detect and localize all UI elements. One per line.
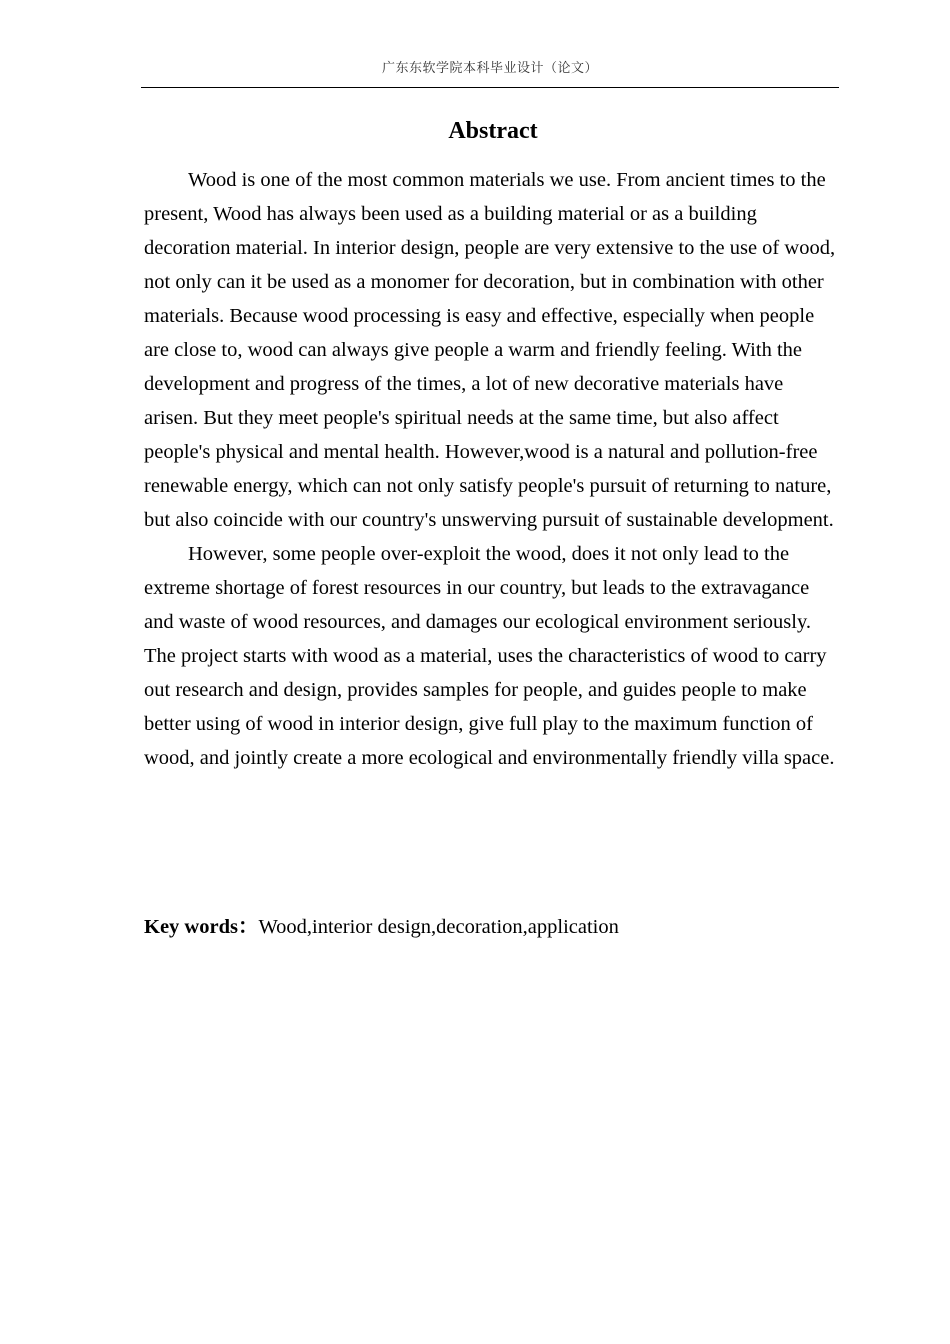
header-rule: [141, 87, 839, 88]
abstract-paragraph-2: However, some people over-exploit the wood, does it not only lead to the extreme shortage of forest resources in our country, but leads to the extravagance and waste of wood resources, and damages our ecological environment seriously. The project starts with wood as a material, uses the characteristics of wood to carry out research and design, provides samples for people, and guides people to make better using of wood in interior design, give full play to the maximum function of wood, and jointly create a more ecological and environmentally friendly villa space.: [144, 543, 835, 769]
keywords-line: [144, 910, 844, 944]
keywords-label: Key words：: [144, 916, 259, 938]
abstract-paragraph-1: Wood is one of the most common materials we use. From ancient times to the present, Wood has always been used as a building material or as a building decoration material. In interior design, people are very extensive to the use of wood, not only can it be used as a monomer for decoration, but in combination with other materials. Because wood processing is easy and effective, especially when people are close to, wood can always give people a warm and friendly feeling. With the development and progress of the times, a lot of new decorative materials have arisen. But they meet people's spiritual needs at the same time, but also affect people's physical and mental health. However,wood is a natural and pollution-free renewable energy, which can not only satisfy people's pursuit of returning to nature, but also coincide with our country's unswerving pursuit of sustainable development.: [144, 169, 836, 531]
abstract-title: Abstract: [448, 118, 538, 144]
abstract-body: [144, 163, 840, 775]
running-header: 广东东软学院本科毕业设计（论文）: [381, 61, 598, 76]
keywords-value: Wood,interior design,decoration,application: [258, 916, 619, 938]
